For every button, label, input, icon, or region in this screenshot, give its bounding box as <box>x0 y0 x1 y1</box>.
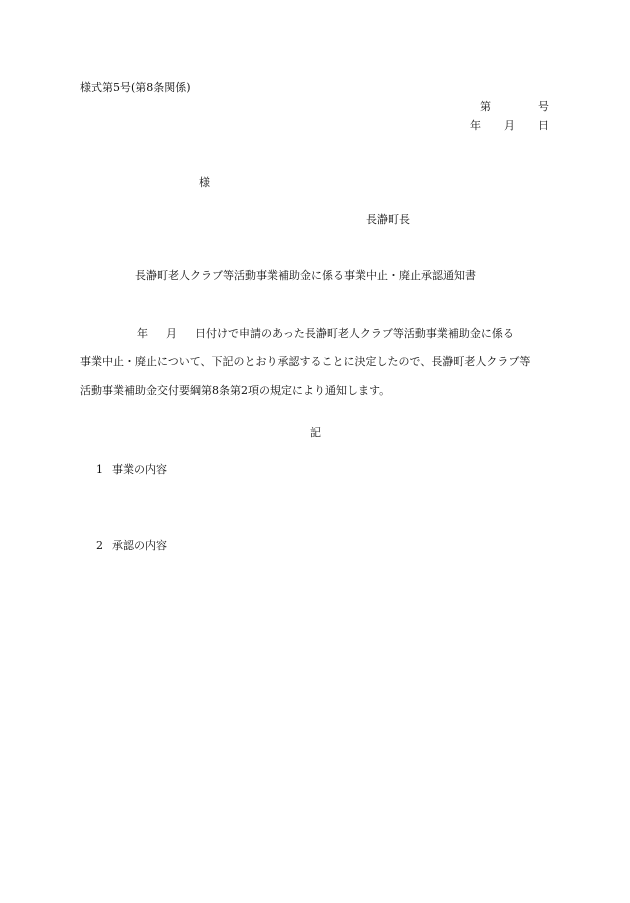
document-title: 長瀞町老人クラブ等活動事業補助金に係る事業中止・廃止承認通知書 <box>135 269 476 282</box>
issue-date <box>470 120 549 131</box>
date-year: 年 <box>470 119 481 132</box>
document-number-prefix: 第 <box>480 100 491 113</box>
document-number <box>480 101 549 112</box>
recipient-honorific: 様 <box>199 176 210 189</box>
form-number: 様式第5号(第8条関係) <box>80 81 191 94</box>
body-month: 月 <box>166 327 177 340</box>
item-label: 事業の内容 <box>112 463 167 476</box>
item-label: 承認の内容 <box>112 539 167 552</box>
body-line-2: 事業中止・廃止について、下記のとおり承認することに決定したので、長瀞町老人クラブ等 <box>80 355 531 368</box>
ki-heading: 記 <box>310 426 321 439</box>
item-number: 2 <box>96 539 103 552</box>
item-number: 1 <box>96 463 103 476</box>
body-year: 年 <box>137 327 148 340</box>
date-month: 月 <box>504 119 515 132</box>
item-approval-content <box>96 540 167 551</box>
date-day: 日 <box>538 119 549 132</box>
item-business-content <box>96 464 167 475</box>
sender-name: 長瀞町長 <box>366 213 410 226</box>
body-line-3: 活動事業補助金交付要綱第8条第2項の規定により通知します。 <box>80 384 391 397</box>
body-line-1 <box>80 328 550 339</box>
document-number-suffix: 号 <box>538 100 549 113</box>
body-line-1-text: 日付けで申請のあった長瀞町老人クラブ等活動事業補助金に係る <box>195 327 514 340</box>
